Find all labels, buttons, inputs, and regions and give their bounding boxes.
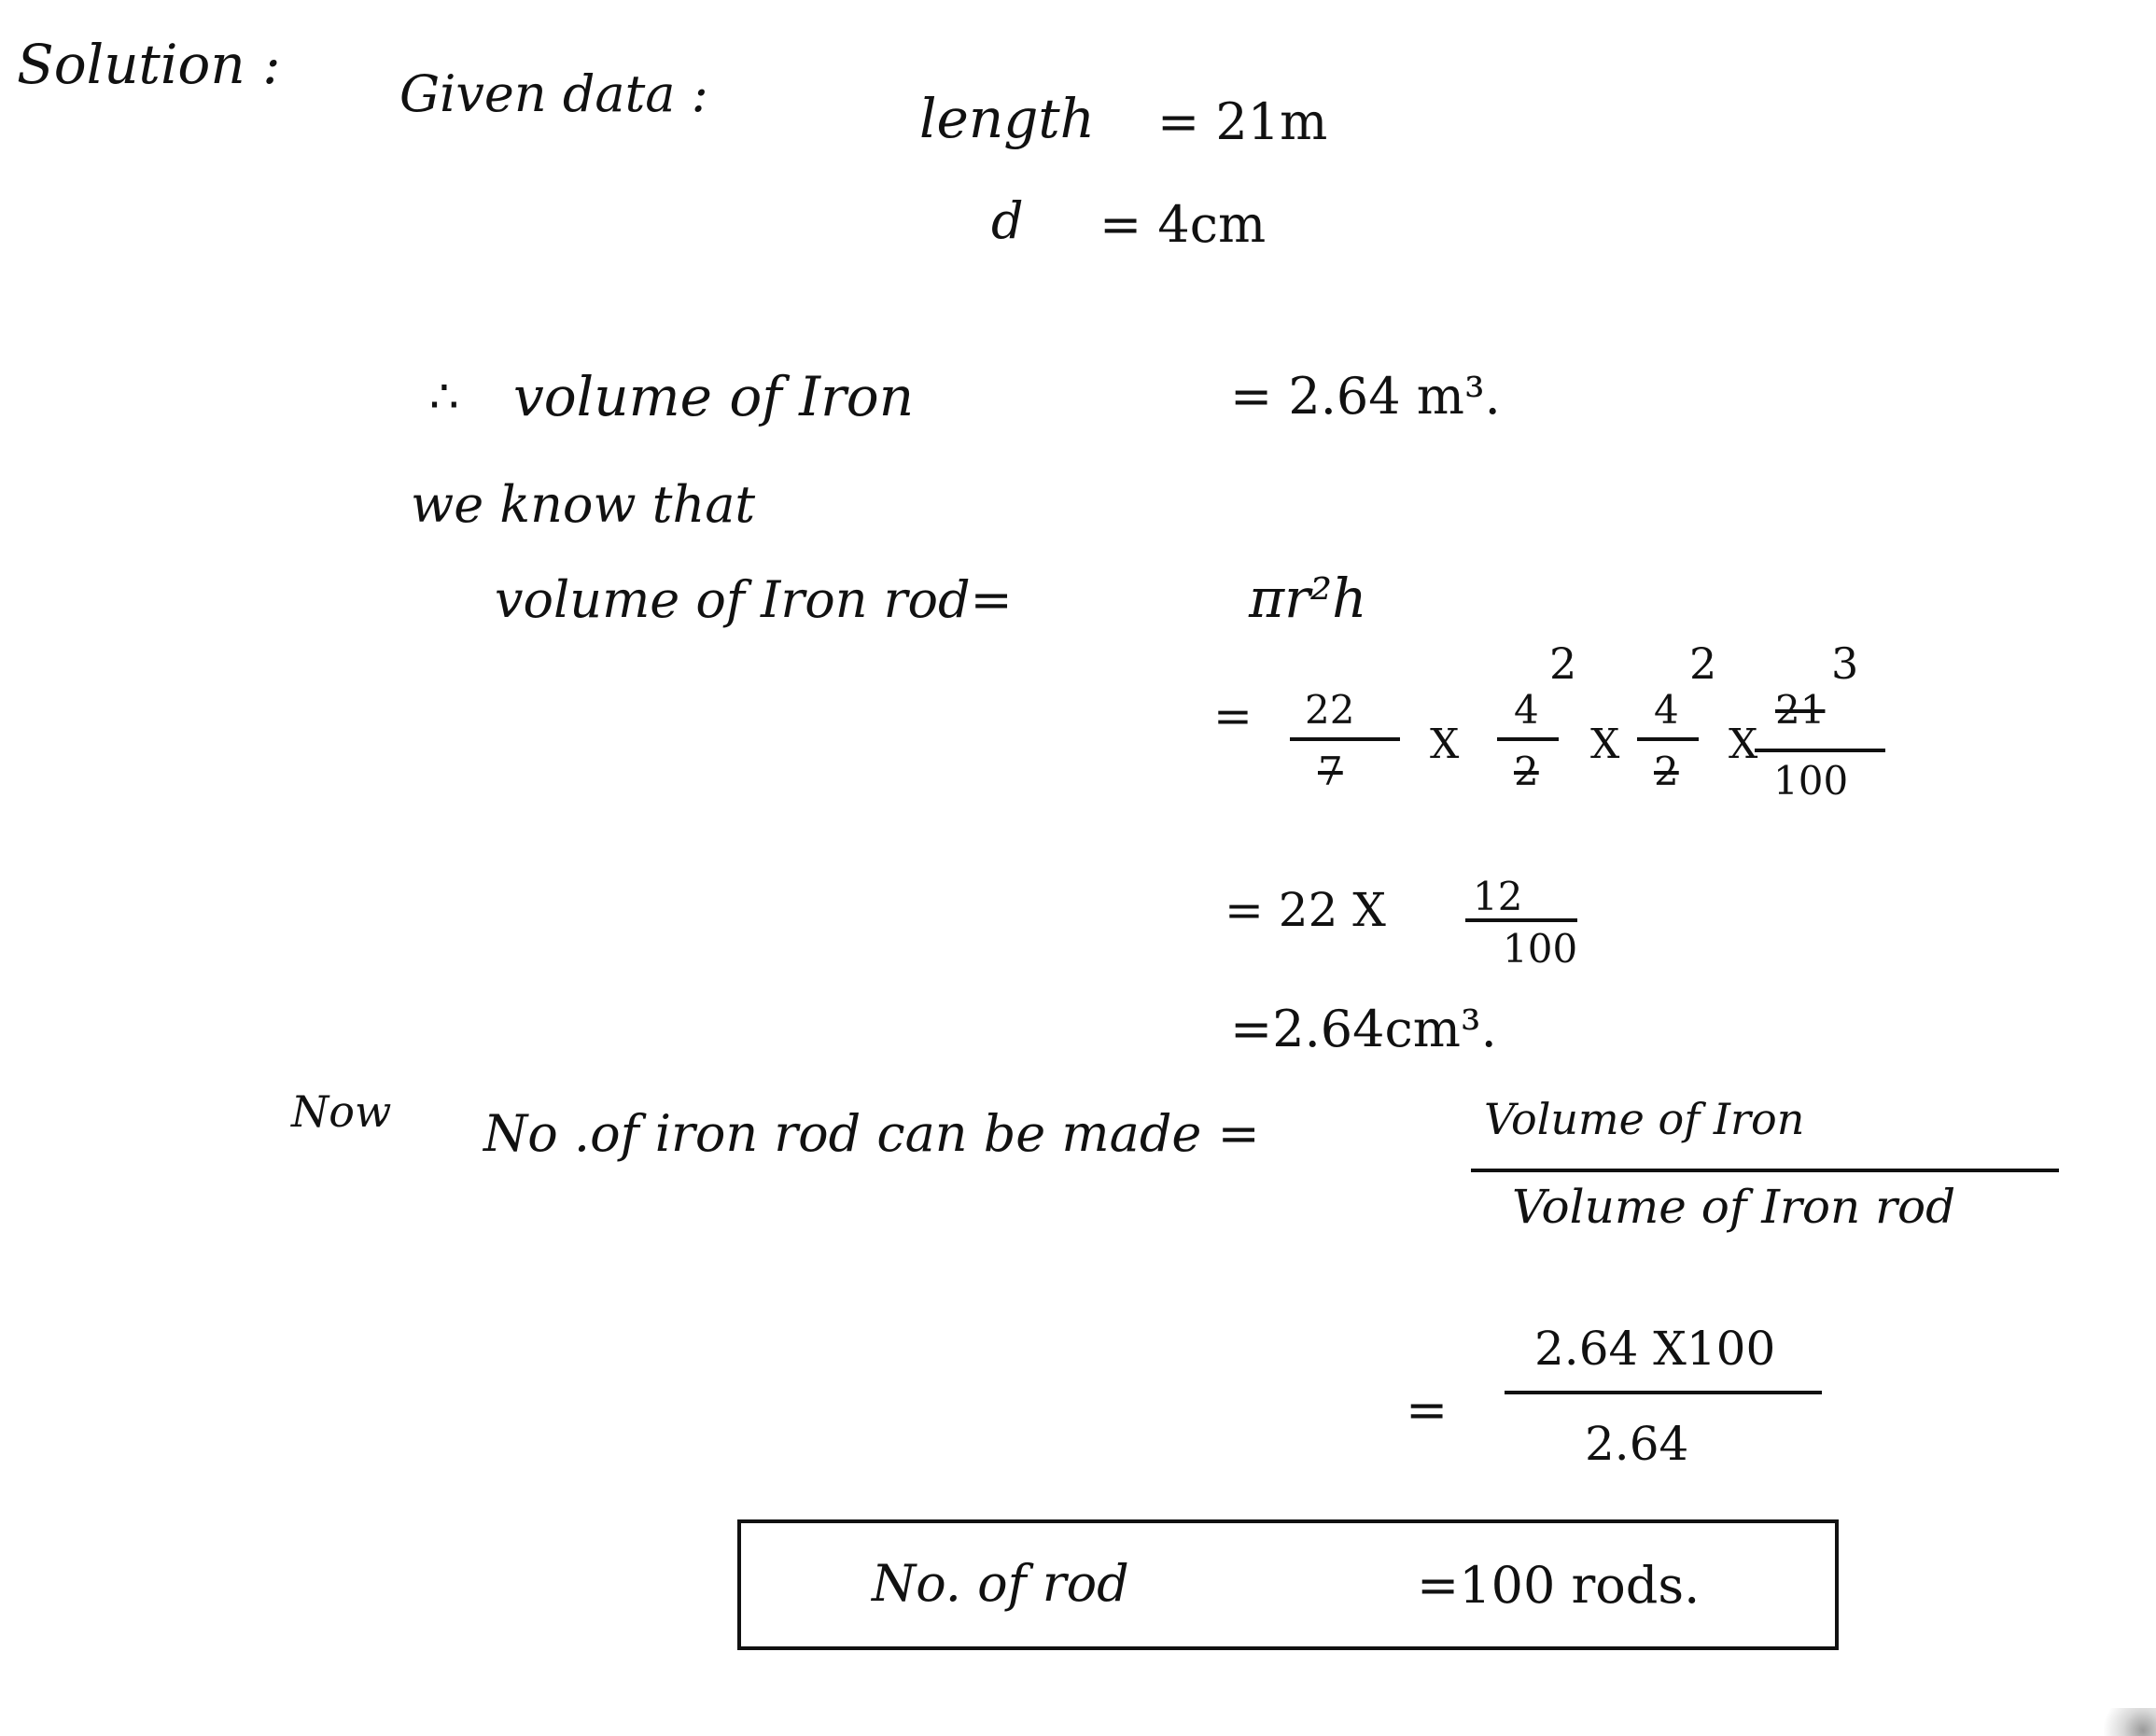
cancel-top-2: 2 <box>1689 638 1717 689</box>
step3-line1-bar <box>1465 918 1577 922</box>
ratio-denominator: Volume of Iron rod <box>1512 1180 1956 1234</box>
fraction-4-bar <box>1755 749 1885 752</box>
diameter-label: d <box>991 191 1024 250</box>
cancel-top-3: 3 <box>1831 638 1859 689</box>
fraction-1-denominator: 7 <box>1318 749 1343 794</box>
volume-of-iron-label: volume of Iron <box>513 365 915 428</box>
given-data-label: Given data : <box>399 64 708 123</box>
volume-formula: πr²h <box>1249 567 1367 630</box>
fraction-2-bar <box>1497 737 1559 741</box>
step3-line1-numerator: 12 <box>1473 874 1523 919</box>
times-sign-2: X <box>1590 721 1620 768</box>
scan-noise <box>2091 1708 2156 1736</box>
answer-label: No. of rod <box>872 1554 1129 1613</box>
length-label: length <box>919 87 1096 150</box>
length-value: = 21m <box>1157 92 1328 151</box>
calc-equals: = <box>1406 1380 1449 1439</box>
fraction-4-numerator: 21 <box>1775 687 1826 733</box>
cancel-top-1: 2 <box>1549 638 1577 689</box>
fraction-2-numerator: 4 <box>1514 687 1539 733</box>
step3-line1-left: = 22 X <box>1225 883 1386 937</box>
therefore-symbol: ∴ <box>429 370 459 424</box>
calc-numerator: 2.64 X100 <box>1534 1322 1776 1376</box>
fraction-1-bar <box>1290 737 1400 741</box>
times-sign-3: X <box>1729 721 1758 768</box>
volume-of-iron-value: = 2.64 m³. <box>1230 367 1501 426</box>
rod-count-label: No .of iron rod can be made = <box>483 1104 1260 1163</box>
fraction-3-numerator: 4 <box>1654 687 1679 733</box>
volume-of-rod-label: volume of Iron rod= <box>495 570 1013 629</box>
we-know-that: we know that <box>411 475 756 534</box>
fraction-3-bar <box>1637 737 1699 741</box>
diameter-value: = 4cm <box>1099 195 1267 254</box>
now-label: Now <box>291 1086 392 1137</box>
fraction-equals: = <box>1213 689 1253 743</box>
fraction-4-denominator: 100 <box>1773 758 1849 804</box>
calc-denominator: 2.64 <box>1585 1417 1689 1471</box>
calc-bar <box>1505 1391 1822 1394</box>
ratio-numerator: Volume of Iron <box>1484 1094 1805 1144</box>
fraction-1-numerator: 22 <box>1305 687 1355 733</box>
fraction-2-denominator: 2 <box>1514 749 1539 794</box>
volume-of-rod-value: =2.64cm³. <box>1230 1000 1497 1058</box>
answer-value: =100 rods. <box>1417 1556 1701 1615</box>
fraction-3-denominator: 2 <box>1654 749 1679 794</box>
solution-heading: Solution : <box>17 33 281 96</box>
times-sign-1: X <box>1430 721 1460 768</box>
ratio-bar <box>1471 1169 2059 1172</box>
step3-line1-denominator: 100 <box>1503 926 1578 972</box>
